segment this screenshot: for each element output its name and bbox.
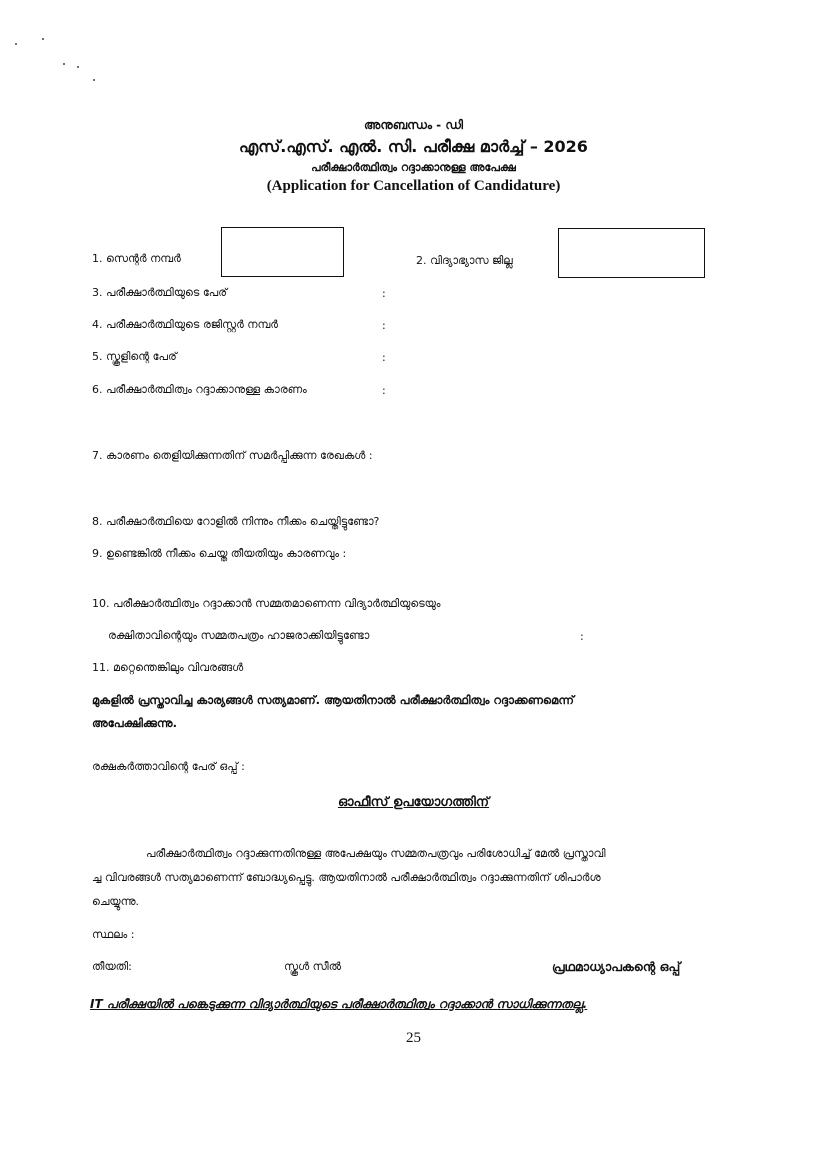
scan-speck bbox=[63, 63, 65, 65]
field-colon: : bbox=[382, 384, 386, 397]
page-title: എസ്.എസ്. എൽ. സി. പരീക്ഷ മാർച്ച് – 2026 bbox=[239, 137, 588, 156]
guardian-signature-label: രക്ഷകർത്താവിന്റെ പേര് ഒപ്പ് : bbox=[92, 760, 245, 773]
edu-district-label: 2. വിദ്യാഭ്യാസ ജില്ല bbox=[416, 254, 513, 267]
removal-date-reason-label: 9. ഉണ്ടെങ്കിൽ നീക്കം ചെയ്ത തീയതിയും കാരണവും : bbox=[92, 547, 347, 560]
edu-district-box[interactable] bbox=[558, 228, 705, 278]
scan-speck bbox=[15, 43, 17, 45]
date-label: തീയതി: bbox=[92, 960, 132, 973]
scan-speck bbox=[93, 79, 95, 81]
office-para-line1: പരീക്ഷാർത്ഥിത്വം റദ്ദാക്കുന്നതിനുള്ള അപേക്ഷയും സമ്മതപത്രവും പരിശോധിച്ച് മേൽ പ്രസ്താവി bbox=[146, 847, 606, 860]
school-seal-label: സ്കൂൾ സീൽ bbox=[284, 960, 341, 973]
consent-label-line1: 10. പരീക്ഷാർത്ഥിത്വം റദ്ദാക്കാൻ സമ്മതമാണെന്ന വിദ്യാർത്ഥിയുടെയും bbox=[92, 597, 441, 610]
page-subtitle: പരീക്ഷാർത്ഥിത്വം റദ്ദാക്കാനുള്ള അപേക്ഷ bbox=[311, 161, 516, 174]
register-number-label: 4. പരീക്ഷാർത്ഥിയുടെ രജിസ്റ്റർ നമ്പർ bbox=[92, 318, 278, 331]
field-colon: : bbox=[382, 319, 386, 332]
centre-number-label: 1. സെന്റർ നമ്പർ bbox=[92, 252, 181, 265]
documents-label: 7. കാരണം തെളിയിക്കുന്നതിന് സമർപ്പിക്കുന്ന രേഖകൾ : bbox=[92, 449, 373, 462]
other-details-label: 11. മറ്റെന്തെങ്കിലും വിവരങ്ങൾ bbox=[92, 661, 244, 674]
english-title: (Application for Cancellation of Candidature) bbox=[266, 178, 561, 194]
field-colon: : bbox=[580, 630, 584, 643]
office-use-heading: ഓഫീസ് ഉപയോഗത്തിന് bbox=[337, 795, 490, 810]
annex-label: അനുബന്ധം - ഡി bbox=[364, 118, 463, 132]
removed-from-roll-label: 8. പരീക്ഷാർത്ഥിയെ റോളിൽ നിന്നും നീക്കം ചെയ്തിട്ടുണ്ടോ? bbox=[92, 515, 380, 528]
it-exam-note: IT പരീക്ഷയിൽ പങ്കെടുക്കുന്ന വിദ്യാർത്ഥിയുടെ പരീക്ഷാർത്ഥിത്വം റദ്ദാക്കാൻ സാധിക്കുന്നതല്ല. bbox=[90, 997, 588, 1011]
consent-label-line2: രക്ഷിതാവിന്റെയും സമ്മതപത്രം ഹാജരാക്കിയിട്ടുണ്ടോ bbox=[108, 629, 370, 642]
page-number: 25 bbox=[406, 1030, 421, 1046]
headmaster-signature-label: പ്രഥമാധ്യാപകന്റെ ഒപ്പ് bbox=[552, 959, 681, 974]
field-colon: : bbox=[382, 287, 386, 300]
centre-number-box[interactable] bbox=[221, 227, 344, 277]
field-colon: : bbox=[382, 351, 386, 364]
declaration-line2: അപേക്ഷിക്കുന്നു. bbox=[92, 716, 177, 730]
scan-speck bbox=[77, 66, 79, 68]
office-para-line3: ചെയ്യുന്നു. bbox=[92, 895, 140, 908]
place-label: സ്ഥലം : bbox=[92, 928, 135, 941]
office-para-line2: ച്ച വിവരങ്ങൾ സത്യമാണെന്ന് ബോദ്ധ്യപ്പെട്ടു. ആയതിനാൽ പരീക്ഷാർത്ഥിത്വം റദ്ദാക്കുന്നതിന് ശിപാർശ bbox=[92, 871, 601, 884]
reason-label: 6. പരീക്ഷാർത്ഥിത്വം റദ്ദാക്കാനുള്ള കാരണം bbox=[92, 383, 307, 396]
candidate-name-label: 3. പരീക്ഷാർത്ഥിയുടെ പേര് bbox=[92, 286, 228, 299]
scan-speck bbox=[42, 38, 44, 40]
declaration-line1: മുകളിൽ പ്രസ്താവിച്ച കാര്യങ്ങൾ സത്യമാണ്. ആയതിനാൽ പരീക്ഷാർത്ഥിത്വം റദ്ദാക്കണമെന്ന് bbox=[92, 693, 574, 707]
school-name-label: 5. സ്കൂളിന്റെ പേര് bbox=[92, 350, 177, 363]
